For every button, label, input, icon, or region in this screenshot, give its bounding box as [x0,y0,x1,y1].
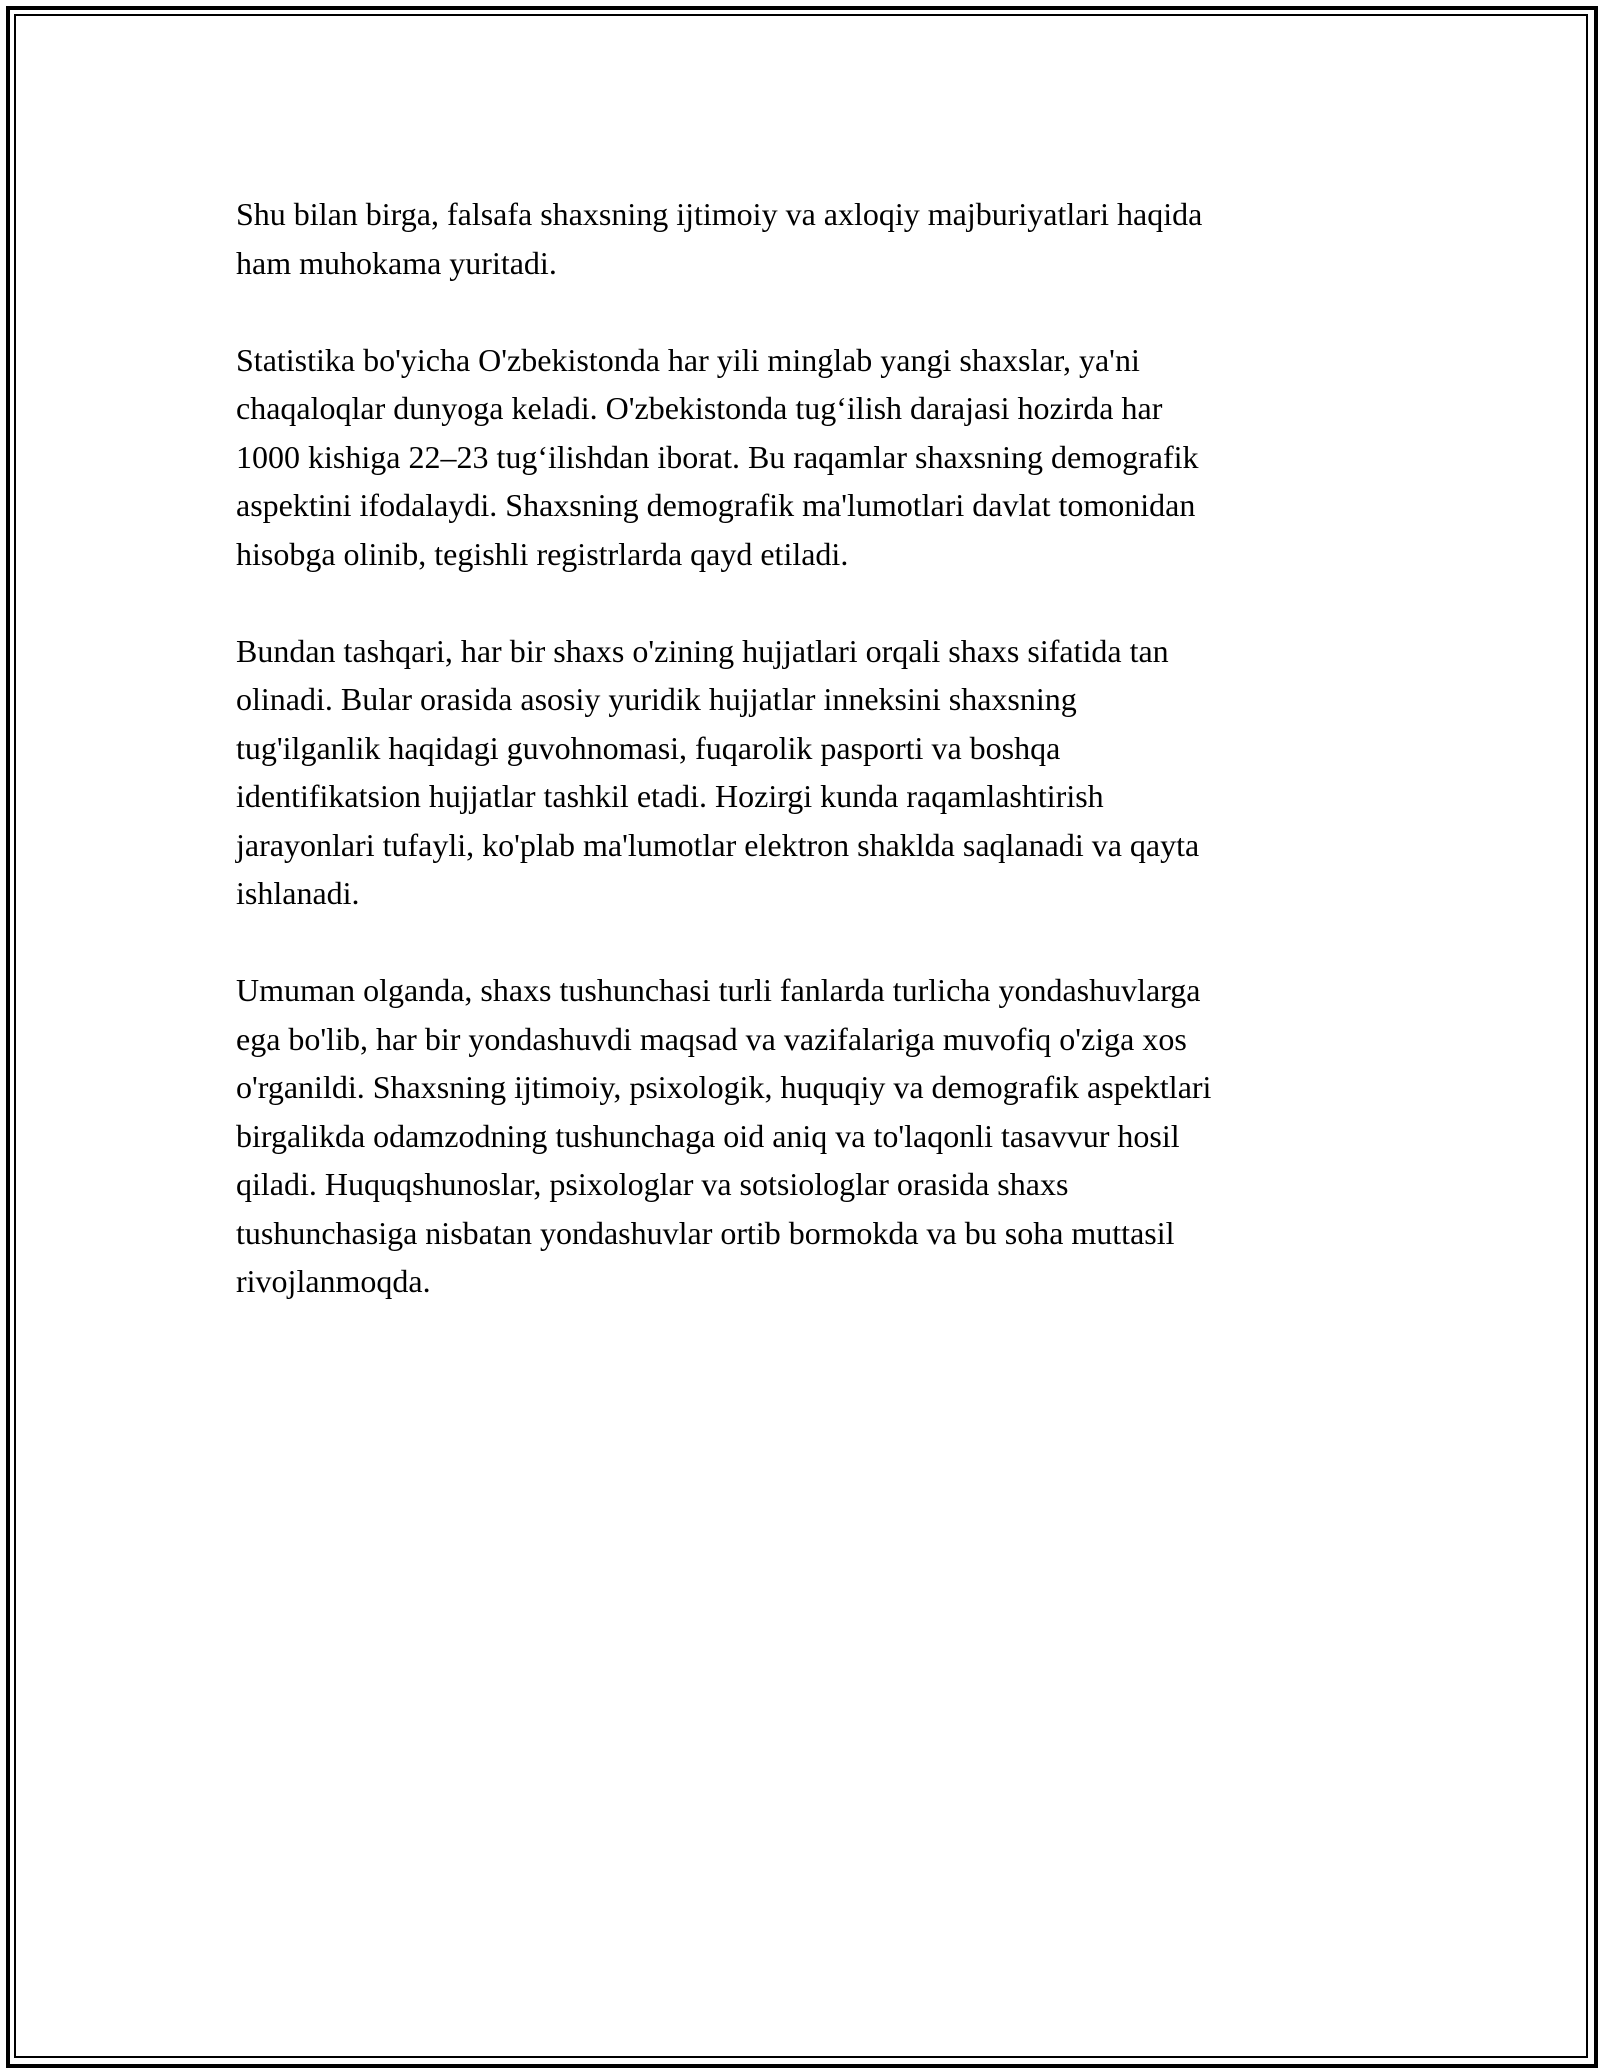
paragraph-philosophy: Shu bilan birga, falsafa shaxsning ijtimoiy va axloqiy majburiyatlari haqida ham muhokama yuritadi. [236,196,1203,281]
paragraph-statistics: Statistika bo'yicha O'zbekistonda har yili minglab yangi shaxslar, ya'ni chaqaloqlar dunyoga keladi. O'zbekistonda tug‘ilish darajasi hozirda har 1000 kishiga 22–23 tug‘ilishdan iborat. Bu raqamlar shaxsning demografik aspektini ifodalaydi. Shaxsning demografik ma'lumotlari davlat tomonidan hisobga olinib, tegishli registrlarda qayd etiladi. [236,341,1199,572]
document-body [236,190,1366,1354]
paragraph-conclusion: Umuman olganda, shaxs tushunchasi turli fanlarda turlicha yondashuvlarga ega bo'lib, har bir yondashuvdi maqsad va vazifalariga muvofiq o'ziga xos o'rganildi. Shaxsning ijtimoiy, psixologik, huquqiy va demografik aspektlari birgalikda odamzodning tushunchaga oid aniq va to'laqonli tasavvur hosil qiladi. Huquqshunoslar, psixologlar va sotsiologlar orasida shaxs tushunchasiga nisbatan yondashuvlar ortib bormokda va bu soha muttasil rivojlanmoqda. [236,972,1212,1299]
paragraph-documents: Bundan tashqari, har bir shaxs o'zining hujjatlari orqali shaxs sifatida tan olinadi. Bular orasida asosiy yuridik hujjatlar inneksini shaxsning tug'ilganlik haqidagi guvohnomasi, fuqarolik pasporti va boshqa identifikatsion hujjatlar tashkil etadi. Hozirgi kunda raqamlashtirish jarayonlari tufayli, ko'plab ma'lumotlar elektron shakldа saqlanadi va qayta ishlanadi. [236,632,1200,911]
